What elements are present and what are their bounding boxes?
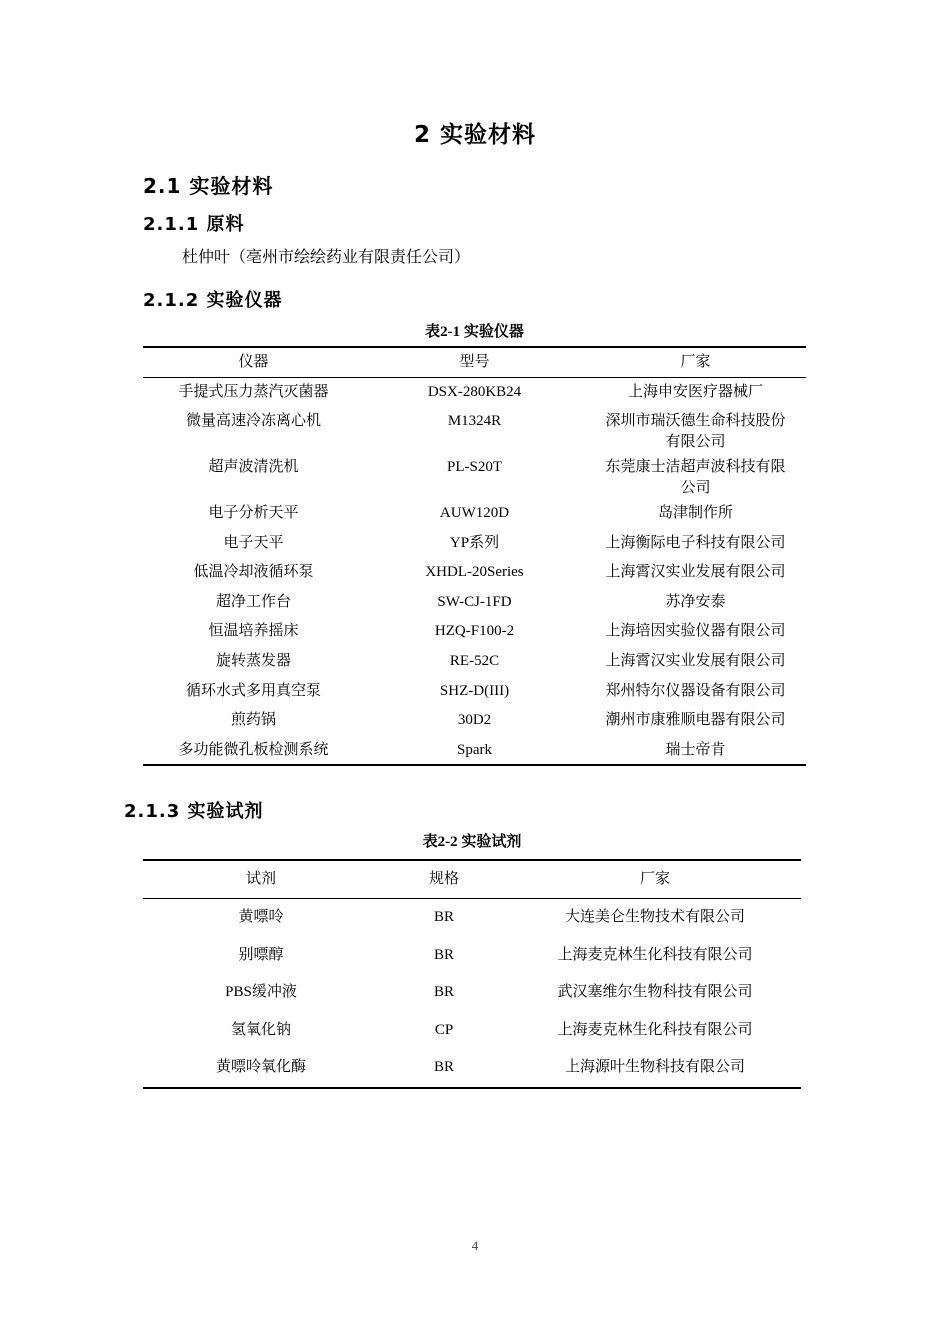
table-row [143, 453, 806, 499]
grade-cell: BR [433, 909, 454, 925]
instrument-name-cell: 超净工作台 [215, 593, 291, 610]
page-number: 4 [471, 1238, 479, 1253]
model-cell: PL-S20T [446, 459, 502, 476]
manufacturer-cell: 苏净安泰 [665, 593, 726, 610]
table-row [143, 617, 806, 647]
table-row [143, 529, 806, 559]
table-header-row [143, 347, 806, 378]
table-row [143, 378, 806, 408]
model-cell: HZQ-F100-2 [434, 623, 515, 640]
instrument-name-cell: 循环水式多用真空泵 [185, 682, 321, 699]
table-row [143, 937, 801, 975]
grade-cell: BR [433, 1059, 454, 1075]
reagent-name-cell: PBS缓冲液 [225, 984, 297, 1000]
column-header-instrument: 仪器 [143, 347, 364, 378]
instrument-name-cell: 煎药锅 [230, 712, 276, 729]
manufacturer-cell: 上海源叶生物科技有限公司 [564, 1059, 745, 1075]
reagents-table [143, 859, 801, 1089]
table-row [143, 558, 806, 588]
table-row [143, 647, 806, 677]
table-row [143, 499, 806, 529]
section-heading-2-1: 2.1 实验材料 [143, 174, 274, 198]
manufacturer-cell: 上海培因实验仪器有限公司 [605, 623, 786, 640]
column-header-manufacturer: 厂家 [509, 860, 801, 899]
reagent-name-cell: 黄嘌呤氧化酶 [215, 1059, 306, 1075]
instrument-name-cell: 超声波清洗机 [208, 459, 299, 476]
section-heading-2-1-2: 2.1.2 实验仪器 [143, 290, 283, 311]
manufacturer-cell: 深圳市瑞沃德生命科技股份 有限公司 [605, 413, 786, 451]
manufacturer-cell: 上海申安医疗器械厂 [627, 384, 763, 400]
table-row [143, 974, 801, 1012]
instrument-name-cell: 低温冷却液循环泵 [193, 564, 314, 581]
column-header-reagent: 试剂 [143, 860, 379, 899]
table1-caption: 表2-1 实验仪器 [425, 324, 524, 340]
column-header-manufacturer: 厂家 [585, 347, 806, 378]
table2-caption: 表2-2 实验试剂 [422, 834, 522, 850]
table-row [143, 736, 806, 766]
model-cell: M1324R [447, 413, 502, 430]
table-row [143, 407, 806, 453]
manufacturer-cell: 上海霄汉实业发展有限公司 [605, 653, 786, 670]
reagent-name-cell: 别嘌醇 [238, 946, 284, 963]
model-cell: XHDL-20Series [425, 564, 524, 581]
instruments-table [143, 346, 806, 766]
model-cell: DSX-280KB24 [427, 384, 522, 400]
instrument-name-cell: 微量高速冷冻离心机 [185, 413, 321, 430]
table-row [143, 899, 801, 937]
instrument-name-cell: 多功能微孔板检测系统 [178, 741, 329, 758]
model-cell: Spark [457, 741, 492, 758]
table-row [143, 588, 806, 618]
manufacturer-cell: 上海麦克林生化科技有限公司 [557, 1021, 753, 1038]
chapter-title: 2 实验材料 [413, 122, 536, 148]
manufacturer-cell: 上海霄汉实业发展有限公司 [605, 564, 786, 581]
manufacturer-cell: 东莞康士洁超声波科技有限 公司 [605, 459, 786, 497]
column-header-model: 型号 [364, 347, 585, 378]
raw-material-text: 杜仲叶（亳州市绘绘药业有限责任公司） [182, 249, 471, 266]
table-row [143, 1012, 801, 1050]
manufacturer-cell: 瑞士帝肯 [665, 741, 726, 758]
section-heading-2-1-3: 2.1.3 实验试剂 [124, 801, 264, 822]
grade-cell: CP [434, 1021, 454, 1038]
manufacturer-cell: 郑州特尔仪器设备有限公司 [605, 682, 786, 699]
instrument-name-cell: 电子天平 [223, 534, 284, 551]
model-cell: RE-52C [449, 653, 500, 670]
manufacturer-cell: 上海麦克林生化科技有限公司 [557, 946, 753, 963]
table-row [143, 677, 806, 707]
manufacturer-cell: 武汉塞维尔生物科技有限公司 [557, 984, 753, 1000]
model-cell: YP系列 [449, 534, 500, 551]
instrument-name-cell: 电子分析天平 [208, 505, 299, 522]
model-cell: 30D2 [457, 712, 492, 729]
instrument-name-cell: 旋转蒸发器 [215, 653, 291, 670]
section-heading-2-1-1: 2.1.1 原料 [143, 214, 245, 235]
table-header-row [143, 860, 801, 899]
reagent-name-cell: 黄嘌呤 [238, 909, 284, 925]
grade-cell: BR [433, 946, 454, 963]
table-row [143, 706, 806, 736]
manufacturer-cell: 大连美仑生物技术有限公司 [564, 909, 745, 925]
instrument-name-cell: 恒温培养摇床 [208, 623, 299, 640]
model-cell: AUW120D [439, 505, 510, 522]
instrument-name-cell: 手提式压力蒸汽灭菌器 [178, 384, 329, 400]
table-row [143, 1049, 801, 1088]
reagent-name-cell: 氢氧化钠 [230, 1021, 291, 1038]
model-cell: SHZ-D(III) [439, 682, 510, 699]
manufacturer-cell: 潮州市康雅顺电器有限公司 [605, 712, 786, 729]
grade-cell: BR [433, 984, 454, 1000]
column-header-grade: 规格 [379, 860, 509, 899]
model-cell: SW-CJ-1FD [437, 593, 512, 610]
manufacturer-cell: 上海衡际电子科技有限公司 [605, 534, 786, 551]
manufacturer-cell: 岛津制作所 [657, 505, 733, 522]
